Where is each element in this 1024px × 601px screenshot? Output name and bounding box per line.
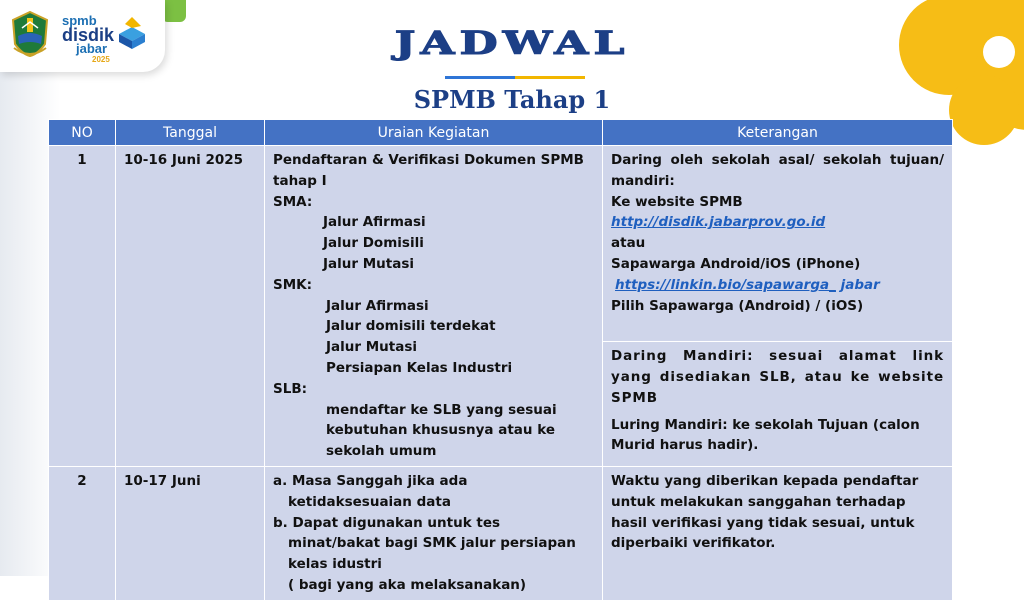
header-no: NO — [49, 120, 116, 146]
logo-line-disdik: disdik — [62, 25, 115, 45]
row2-date: 10-17 Juni — [116, 466, 265, 600]
table-row — [49, 466, 953, 600]
row1-uraian — [265, 146, 603, 467]
smk-label: SMK: — [273, 276, 313, 293]
row2-no: 2 — [49, 466, 116, 600]
row2-keterangan: Waktu yang diberikan kepada pendaftar untuk melakukan sanggahan terhadap hasil verifikasi yang tidak sesuai, untuk diperbaiki verifikator. — [603, 466, 953, 600]
uraian-title: Pendaftaran & Verifikasi Dokumen SPMB tahap I — [273, 152, 584, 189]
slb-label: SLB: — [273, 380, 308, 397]
sapawarga-link-suffix: jabar — [840, 276, 880, 293]
header-uraian: Uraian Kegiatan — [265, 120, 603, 146]
header-tanggal: Tanggal — [116, 120, 265, 146]
ket-luring-mandiri: Luring Mandiri: ke sekolah Tujuan (calon Murid harus hadir). — [611, 416, 920, 454]
list-item: Jalur Afirmasi — [326, 297, 429, 314]
list-item: Jalur Mutasi — [326, 339, 417, 356]
list-item: Jalur Afirmasi — [323, 214, 426, 231]
row1-keterangan-online — [603, 146, 953, 342]
page-subtitle: SPMB Tahap 1 — [413, 85, 611, 114]
disdik-website-link[interactable]: http://disdik.jabarprov.go.id — [611, 214, 826, 231]
row2-item-b-note: ( bagi yang aka melaksanakan) — [288, 576, 527, 593]
ket-daring-mandiri: Daring Mandiri: sesuai alamat link yang disediakan SLB, atau ke website SPMB — [611, 348, 944, 406]
logo-line-jabar: jabar — [76, 41, 108, 56]
sapawarga-link[interactable]: https://linkin.bio/sapawarga_ — [615, 276, 836, 293]
schedule-table — [48, 119, 953, 601]
header-keterangan: Keterangan — [603, 120, 953, 146]
ket-line-pilih: Pilih Sapawarga (Android) / (iOS) — [611, 297, 864, 314]
row2-uraian — [265, 466, 603, 600]
ket-line-website: Ke website SPMB — [611, 193, 743, 210]
row1-date: 10-16 Juni 2025 — [116, 146, 265, 467]
ket-line-atau: atau — [611, 235, 646, 252]
list-item: Jalur domisili terdekat — [326, 318, 496, 335]
ket-line-daring: Daring oleh sekolah asal/ sekolah tujuan/ mandiri: — [611, 152, 944, 189]
list-item: Jalur Domisili — [323, 235, 424, 252]
row1-keterangan-slb — [603, 342, 953, 467]
row2-item-a: a. Masa Sanggah jika ada ketidaksesuaian data — [273, 472, 468, 510]
ket-line-sapawarga: Sapawarga Android/iOS (iPhone) — [611, 255, 861, 272]
logo-line-spmb: spmb — [62, 13, 97, 28]
list-item: Jalur Mutasi — [323, 255, 414, 272]
row2-item-b: b. Dapat digunakan untuk tes minat/bakat bagi SMK jalur persiapan kelas idustri — [273, 514, 576, 573]
page-title: JADWAL — [394, 25, 630, 62]
sma-label: SMA: — [273, 193, 313, 210]
title-underline — [445, 76, 585, 79]
table-row — [49, 146, 953, 342]
slb-text: mendaftar ke SLB yang sesuai kebutuhan khususnya atau ke sekolah umum — [326, 401, 557, 460]
logo-year: 2025 — [92, 55, 110, 64]
table-header-row — [49, 120, 953, 146]
list-item: Persiapan Kelas Industri — [326, 359, 513, 376]
row1-no: 1 — [49, 146, 116, 467]
